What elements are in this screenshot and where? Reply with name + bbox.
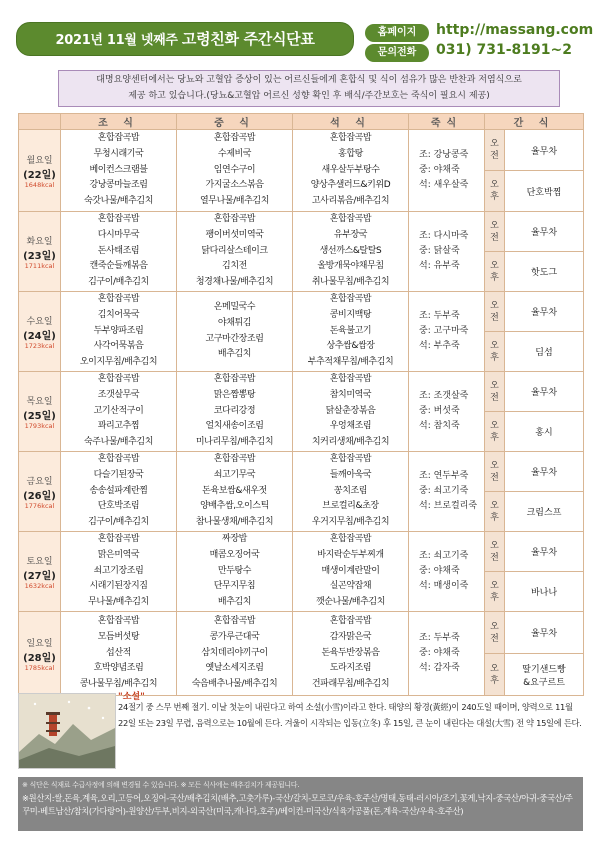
menu-item: 김치전 [222,261,247,272]
day-name: 화요일 [26,236,53,247]
menu-item: 깻순나물/배추김치 [316,597,385,608]
am-label-2: 전 [490,232,499,243]
snack-am: 율무차 [505,130,584,171]
breakfast-cell [61,452,177,532]
pm-label-2: 후 [490,432,499,443]
title-week: 2021년 11월 넷째주 [55,33,178,48]
menu-item: 참치미역국 [329,389,372,400]
menu-item: 양상추샐러드&키위D [310,180,391,191]
day-date: (25일) [23,410,56,422]
table-row [19,452,584,492]
menu-item: 혼합잡곡밥 [329,133,372,143]
dinner-cell [293,612,409,696]
menu-item: 치커리생채/배추김치 [311,437,390,448]
phone-number: 031) 731-8191~2 [436,42,572,58]
am-label [485,292,505,332]
menu-item: 무청시래기국 [93,148,144,159]
table-row [19,372,584,412]
table-row [19,130,584,171]
snack-am: 율무차 [505,372,584,412]
am-label [485,612,505,654]
porridge-item: 조: 다시마죽 [419,231,469,241]
lunch-cell [177,612,293,696]
menu-item: 닭살춘장볶음 [325,405,376,416]
day-date: (22일) [23,169,56,181]
am-label [485,212,505,252]
pm-label-1: 오 [490,420,499,431]
menu-item: 우엉채조림 [329,421,372,432]
page-title [16,22,354,56]
am-label-2: 전 [490,392,499,403]
menu-item: 얼치새송이조림 [205,421,264,432]
footer-origin-box [18,777,583,831]
menu-item: 양배추쌈,오이스틱 [200,501,269,512]
lunch-cell [177,292,293,372]
menu-body [19,130,584,696]
porridge-cell [409,130,485,212]
day-name: 목요일 [26,396,53,407]
footer-origin: ※원산지:쌀,돈육,계육,오리,고등어,오징어-국산/배추김치(배추,고춧가루)-국산/갈치-모로코/우육-호주산/명태,동태-러시아/조기,꽃게,낙지-중국산/아귀-중국산/주꾸미-베트남산/참치(가다랑어)-원양산/두부,비지-외국산(미국,캐나다,호주)/베이컨-미국산/식육가공품(돈,계육-국산/우육-호주산) [22,793,573,816]
menu-item: 김치어묵국 [97,309,140,320]
porridge-item: 중: 고구마죽 [419,326,469,336]
pm-label [485,572,505,612]
day-cell [19,612,61,696]
day-name: 일요일 [26,638,53,649]
menu-item: 쇠고기장조림 [93,565,144,576]
menu-item: 콩가루근대국 [209,631,260,642]
day-date: (28일) [23,652,56,664]
porridge-item: 석: 매생이죽 [419,581,469,591]
day-date: (26일) [23,490,56,502]
menu-item: 숙음배추나물/배추김치 [191,679,278,690]
notice-box [58,70,560,107]
menu-item: 삼치데리야끼구이 [201,647,268,658]
menu-item: 혼합잡곡밥 [97,133,140,143]
menu-item: 도라지조림 [329,663,372,674]
menu-item: 미나리무침/배추김치 [195,437,274,448]
porridge-item: 석: 브로컬리죽 [419,501,478,511]
porridge-item: 조: 조갯살죽 [419,391,469,401]
homepage-link[interactable]: http://massang.com [436,22,594,38]
menu-item: 맑은미역국 [97,549,140,560]
pm-label-1: 오 [490,340,499,351]
pm-label [485,332,505,372]
homepage-label: 홈페이지 [365,24,429,42]
porridge-item: 조: 두부죽 [419,311,460,321]
menu-item: 베이컨스크램블 [89,164,148,175]
menu-item: 김구이/배추김치 [88,277,149,288]
day-name: 월요일 [26,155,53,166]
menu-item: 돈육보쌈&새우젓 [202,485,267,496]
snack-pm: 핫도그 [505,252,584,292]
season-description: 24절기 중 스무 번째 절기. 이날 첫눈이 내린다고 하여 소설(小雪)이라고 한다. 태양의 황경(黃經)이 240도일 때이며, 양력으로 11월 22일 또는 23일 무렵, 음력으로는 10월에 든다. 겨울이 시작되는 입동(立冬) 후 15일, 큰 눈이 내린다는 대설(大雪) 전 약 15일에 든다. [118,702,582,728]
notice-line-1: 대명요양센터에서는 당뇨와 고혈압 증상이 있는 어르신들에게 혼합식 및 식이 섬유가 많은 반찬과 저염식으로 [96,75,522,85]
menu-item: 시래기된장지짐 [89,581,148,592]
menu-item: 열무나물/배추김치 [200,196,269,207]
day-kcal: 1711kcal [24,261,55,270]
am-label [485,532,505,572]
menu-item: 야채튀김 [217,317,252,328]
porridge-cell [409,452,485,532]
snack-am: 율무차 [505,452,584,492]
dinner-cell [293,372,409,452]
menu-item: 혼합잡곡밥 [213,454,256,464]
menu-item: 배추김치 [217,597,252,608]
snack-am: 율무차 [505,212,584,252]
menu-item: 온메밀국수 [213,301,256,312]
dinner-cell [293,130,409,212]
menu-item: 돈육두반장볶음 [321,647,380,658]
porridge-cell [409,612,485,696]
lunch-cell [177,130,293,212]
pm-label-1: 오 [490,180,499,190]
am-label-1: 오 [490,621,499,632]
day-date: (24일) [23,330,56,342]
breakfast-cell [61,292,177,372]
menu-item: 혼합잡곡밥 [97,374,140,384]
menu-item: 부추적채무침/배추김치 [307,357,394,368]
breakfast-cell [61,372,177,452]
am-label-1: 오 [490,220,499,231]
day-kcal: 1723kcal [24,341,55,350]
pm-label [485,171,505,212]
porridge-item: 중: 야채죽 [419,566,460,576]
menu-item: 캔죽순들깨볶음 [89,261,148,272]
table-row [19,532,584,572]
porridge-cell [409,292,485,372]
menu-item: 들깨아욱국 [329,469,372,480]
menu-item: 혼합잡곡밥 [329,214,372,224]
lunch-cell [177,372,293,452]
header-porridge: 죽식 [409,114,485,130]
menu-item: 혼합잡곡밥 [213,214,256,224]
pm-label [485,412,505,452]
day-date: (23일) [23,250,56,262]
day-kcal: 1793kcal [24,421,55,430]
menu-item: 오이지무침/배추김치 [79,357,158,368]
menu-item: 고사리볶음/배추김치 [311,196,390,207]
pm-label-2: 후 [490,352,499,363]
dinner-cell [293,452,409,532]
pm-label-1: 오 [490,663,499,674]
day-kcal: 1632kcal [24,581,55,590]
day-name: 수요일 [26,316,53,327]
table-row [19,292,584,332]
porridge-item: 중: 닭살죽 [419,246,460,256]
menu-item: 옛날소세지조림 [205,663,264,674]
am-label [485,372,505,412]
menu-item: 혼합잡곡밥 [213,374,256,384]
dinner-cell [293,292,409,372]
menu-item: 김구이/배추김치 [88,517,149,528]
am-label-2: 전 [490,312,499,323]
menu-item: 혼합잡곡밥 [329,616,372,626]
menu-item: 사각어묵볶음 [93,341,144,352]
menu-item: 모듬버섯탕 [97,631,140,642]
snack-am: 율무차 [505,612,584,654]
phone-label: 문의전화 [365,44,429,62]
pm-label [485,252,505,292]
menu-item: 혼합잡곡밥 [97,454,140,464]
menu-item: 호박양념조림 [93,663,144,674]
menu-item: 취나물무침/배추김치 [311,277,390,288]
lunch-cell [177,212,293,292]
am-label-1: 오 [490,540,499,551]
porridge-item: 중: 쇠고기죽 [419,486,469,496]
menu-item: 닭다리살스테이크 [201,245,268,256]
menu-item: 혼합잡곡밥 [97,616,140,626]
menu-item: 청경채나물/배추김치 [195,277,274,288]
title-main: 고령친화 주간식단표 [181,30,315,48]
breakfast-cell [61,612,177,696]
day-name: 금요일 [26,476,53,487]
menu-item: 혼합잡곡밥 [329,534,372,544]
day-cell [19,372,61,452]
dinner-cell [293,212,409,292]
menu-item: 콩비지백탕 [329,309,372,320]
weekly-menu-table [18,113,584,696]
menu-item: 임연수구이 [213,164,256,175]
snack-pm: 딸기샌드빵 &요구르트 [505,654,584,696]
menu-item: 우거지무침/배추김치 [311,517,390,528]
pm-label-2: 후 [490,592,499,603]
am-label-2: 전 [490,633,499,644]
am-label [485,452,505,492]
menu-item: 홍합탕 [338,148,363,159]
menu-item: 무나물/배추김치 [88,597,149,608]
menu-item: 새우살두부탕수 [321,164,380,175]
porridge-item: 조: 강낭콩죽 [419,150,469,160]
porridge-cell [409,532,485,612]
porridge-item: 석: 새우살죽 [419,180,469,190]
day-name: 토요일 [26,556,53,567]
porridge-item: 조: 쇠고기죽 [419,551,469,561]
menu-item: 숙주나물/배추김치 [84,437,153,448]
snack-am: 율무차 [505,292,584,332]
am-label-1: 오 [490,460,499,471]
snack-pm: 홍시 [505,412,584,452]
menu-item: 강낭콩마늘조림 [89,180,148,191]
header-dinner: 석 식 [293,114,409,130]
am-label-1: 오 [490,300,499,311]
menu-item: 콩나물무침/배추김치 [79,679,158,690]
menu-item: 매콤오징어국 [209,549,260,560]
day-cell [19,212,61,292]
porridge-item: 중: 야채죽 [419,165,460,175]
menu-item: 짜장밥 [222,534,247,544]
menu-item: 꽈리고추찜 [97,421,140,432]
porridge-item: 중: 버섯죽 [419,406,460,416]
menu-item: 생선까스&탈탈S [319,245,382,256]
menu-item: 코다리강정 [213,405,256,416]
menu-item: 섭산적 [106,647,131,658]
footer-note: ※ 식단은 식재료 수급사정에 의해 변경될 수 있습니다. ※ 모든 식사에는 배추김치가 제공됩니다. [22,781,300,789]
menu-item: 만두탕수 [217,565,252,576]
season-illustration [18,693,116,769]
season-title: "소설" [118,692,145,702]
menu-item: 단호박조림 [97,501,140,512]
table-row [19,212,584,252]
am-label-1: 오 [490,380,499,391]
header-snack: 간 식 [485,114,584,130]
menu-item: 혼합잡곡밥 [213,616,256,626]
menu-item: 혼합잡곡밥 [97,214,140,224]
header-lunch: 중 식 [177,114,293,130]
porridge-item: 석: 감자죽 [419,663,460,673]
porridge-item: 석: 참치죽 [419,421,460,431]
dinner-cell [293,532,409,612]
menu-item: 조갯살무국 [97,389,140,400]
pm-label-2: 후 [490,512,499,523]
menu-item: 돈육불고기 [329,325,372,336]
porridge-item: 조: 두부죽 [419,633,460,643]
menu-item: 실곤약잡채 [329,581,372,592]
pm-label-1: 오 [490,260,499,271]
menu-item: 고기산적구이 [93,405,144,416]
am-label-2: 전 [490,472,499,483]
menu-item: 배추김치 [217,349,252,360]
menu-item: 감자맑은국 [329,631,372,642]
table-row [19,612,584,654]
menu-item: 혼합잡곡밥 [329,294,372,304]
day-kcal: 1776kcal [24,501,55,510]
porridge-item: 석: 부추죽 [419,341,460,351]
menu-item: 상추쌈&쌈장 [326,341,375,352]
menu-item: 돈사태조림 [97,245,140,256]
menu-item: 혼합잡곡밥 [329,374,372,384]
menu-item: 혼합잡곡밥 [329,454,372,464]
porridge-cell [409,212,485,292]
am-label-1: 오 [490,139,499,149]
menu-item: 수제비국 [217,148,252,159]
menu-item: 유부장국 [333,229,368,240]
lunch-cell [177,452,293,532]
snack-pm: 바나나 [505,572,584,612]
menu-item: 단무지무침 [213,581,256,592]
header-breakfast: 조 식 [61,114,177,130]
menu-item: 송송설파계란찜 [89,485,148,496]
pm-label-2: 후 [490,192,499,202]
snack-pm: 딤섬 [505,332,584,372]
am-label [485,130,505,171]
pm-label [485,654,505,696]
menu-item: 숙갓나물/배추김치 [84,196,153,207]
menu-item: 브로컬리&초장 [322,501,379,512]
pm-label-2: 후 [490,272,499,283]
menu-item: 가지굴소스볶음 [205,180,264,191]
snack-pm: 단호박찜 [505,171,584,212]
day-kcal: 1785kcal [24,663,55,672]
menu-item: 쇠고기무국 [213,469,256,480]
snack-pm: 크림스프 [505,492,584,532]
menu-item: 두부양파조림 [93,325,144,336]
pm-label-1: 오 [490,580,499,591]
menu-item: 맑은짬뽕탕 [213,389,256,400]
menu-item: 다슬기된장국 [93,469,144,480]
am-label-2: 전 [490,552,499,563]
menu-item: 팽이버섯미역국 [205,229,264,240]
pm-label-2: 후 [490,675,499,686]
porridge-item: 석: 유부죽 [419,261,460,271]
menu-item: 혼합잡곡밥 [97,534,140,544]
menu-item: 참나물생채/배추김치 [195,517,274,528]
day-cell [19,130,61,212]
am-label-2: 전 [490,151,499,161]
menu-item: 고구마간장조림 [205,333,264,344]
menu-item: 매생이계란말이 [321,565,380,576]
menu-item: 혼합잡곡밥 [213,133,256,143]
lunch-cell [177,532,293,612]
menu-item: 바지락순두부찌개 [317,549,384,560]
table-header-row [19,114,584,130]
day-date: (27일) [23,570,56,582]
menu-item: 다시마무국 [97,229,140,240]
day-cell [19,292,61,372]
day-cell [19,532,61,612]
day-kcal: 1648kcal [24,180,55,189]
day-cell [19,452,61,532]
breakfast-cell [61,130,177,212]
porridge-cell [409,372,485,452]
notice-line-2: 제공 하고 있습니다.(당뇨&고혈압 어르신 성향 확인 후 배식/주간보호는 죽식이 필요시 제공) [128,91,490,101]
porridge-item: 조: 연두부죽 [419,471,469,481]
pm-label-1: 오 [490,500,499,511]
menu-item: 꽁치조림 [333,485,368,496]
pm-label [485,492,505,532]
header-day [19,114,61,130]
breakfast-cell [61,212,177,292]
menu-item: 올방개묵야채무침 [317,261,384,272]
porridge-item: 중: 야채죽 [419,648,460,658]
breakfast-cell [61,532,177,612]
menu-item: 건파래무침/배추김치 [311,679,390,690]
menu-item: 혼합잡곡밥 [97,294,140,304]
snack-am: 율무차 [505,532,584,572]
